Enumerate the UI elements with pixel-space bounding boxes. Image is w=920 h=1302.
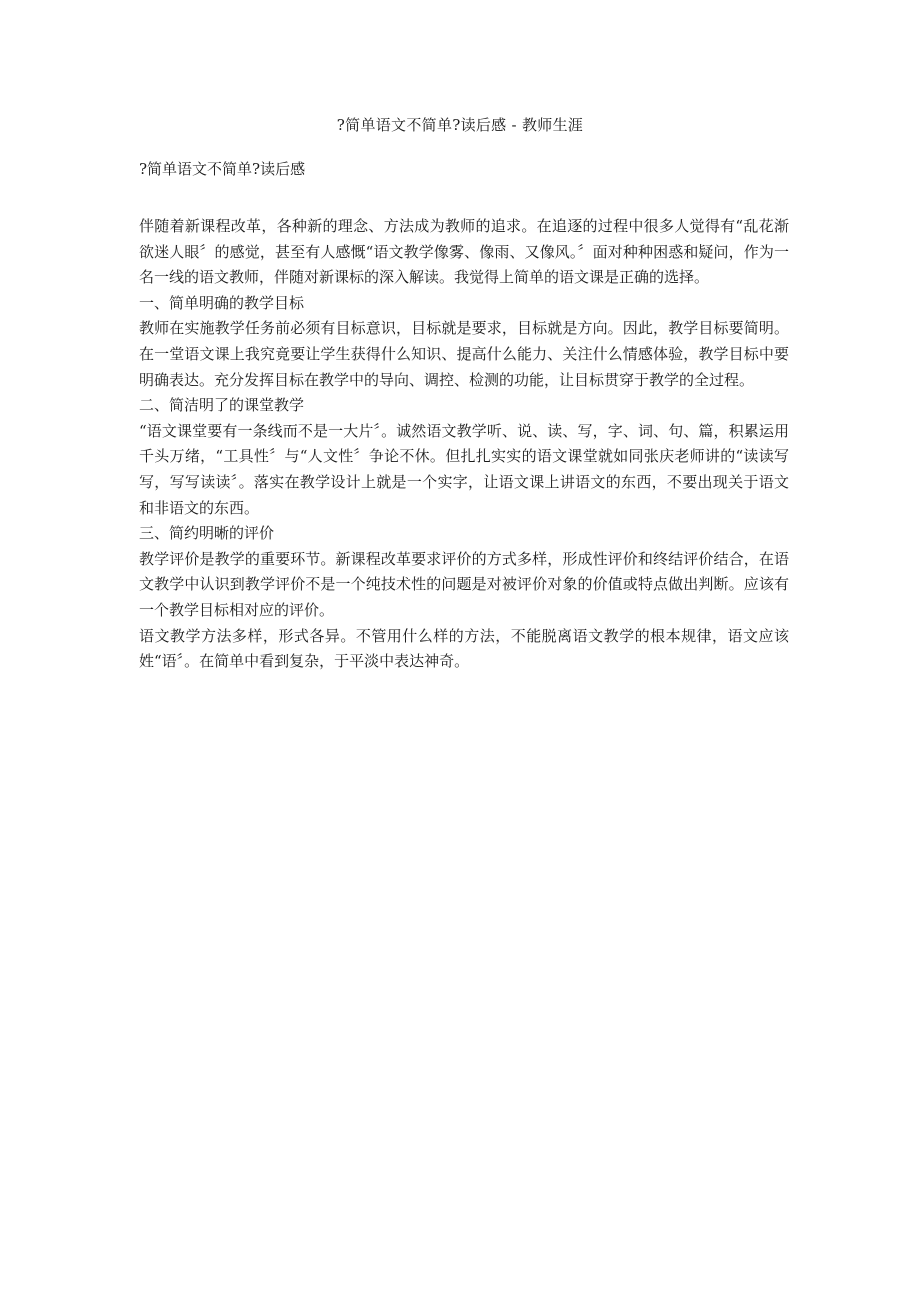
section-paragraph-1: 教师在实施教学任务前必须有目标意识，目标就是要求，目标就是方向。因此，教学目标要简明。在一堂语文课上我究竟要让学生获得什么知识、提高什么能力、关注什么情感体验，教学目标中要明确表达。充分发挥目标在教学中的导向、调控、检测的功能，让目标贯穿于教学的全过程。 bbox=[139, 319, 789, 389]
article-body bbox=[139, 214, 789, 675]
section-heading-1: 一、简单明确的教学目标 bbox=[139, 293, 305, 312]
section-heading-2: 二、简洁明了的课堂教学 bbox=[139, 396, 305, 415]
section-paragraph-2: “语文课堂要有一条线而不是一大片〞。诚然语文教学听、说、读、写，字、词、句、篇，积累运用千头万绪，“工具性〞与“人文性〞争论不休。但扎扎实实的语文课堂就如同张庆老师讲的“读读写写，写写读读〞。落实在教学设计上就是一个实字，让语文课上讲语文的东西，不要出现关于语文和非语文的东西。 bbox=[139, 421, 789, 517]
section-paragraph-3: 教学评价是教学的重要环节。新课程改革要求评价的方式多样，形成性评价和终结评价结合，在语文教学中认识到教学评价不是一个纯技术性的问题是对被评价对象的价值或特点做出判断。应该有一个教学目标相对应的评价。 bbox=[139, 549, 789, 619]
section-heading-3: 三、简约明晰的评价 bbox=[139, 524, 275, 543]
conclusion-paragraph: 语文教学方法多样，形式各异。不管用什么样的方法，不能脱离语文教学的根本规律，语文应该姓“语〞。在简单中看到复杂，于平淡中表达神奇。 bbox=[139, 626, 789, 671]
page-title: ?简单语文不简单?读后感 - 教师生涯 bbox=[336, 116, 584, 134]
intro-paragraph: 伴随着新课程改革，各种新的理念、方法成为教师的追求。在追逐的过程中很多人觉得有“乱花渐欲迷人眼〞的感觉，甚至有人感慨“语文教学像雾、像雨、又像风。〞面对种种困惑和疑问，作为一名一线的语文教师，伴随对新课标的深入解读。我觉得上简单的语文课是正确的选择。 bbox=[139, 217, 789, 287]
article-subtitle: ?简单语文不简单?读后感 bbox=[139, 160, 306, 178]
